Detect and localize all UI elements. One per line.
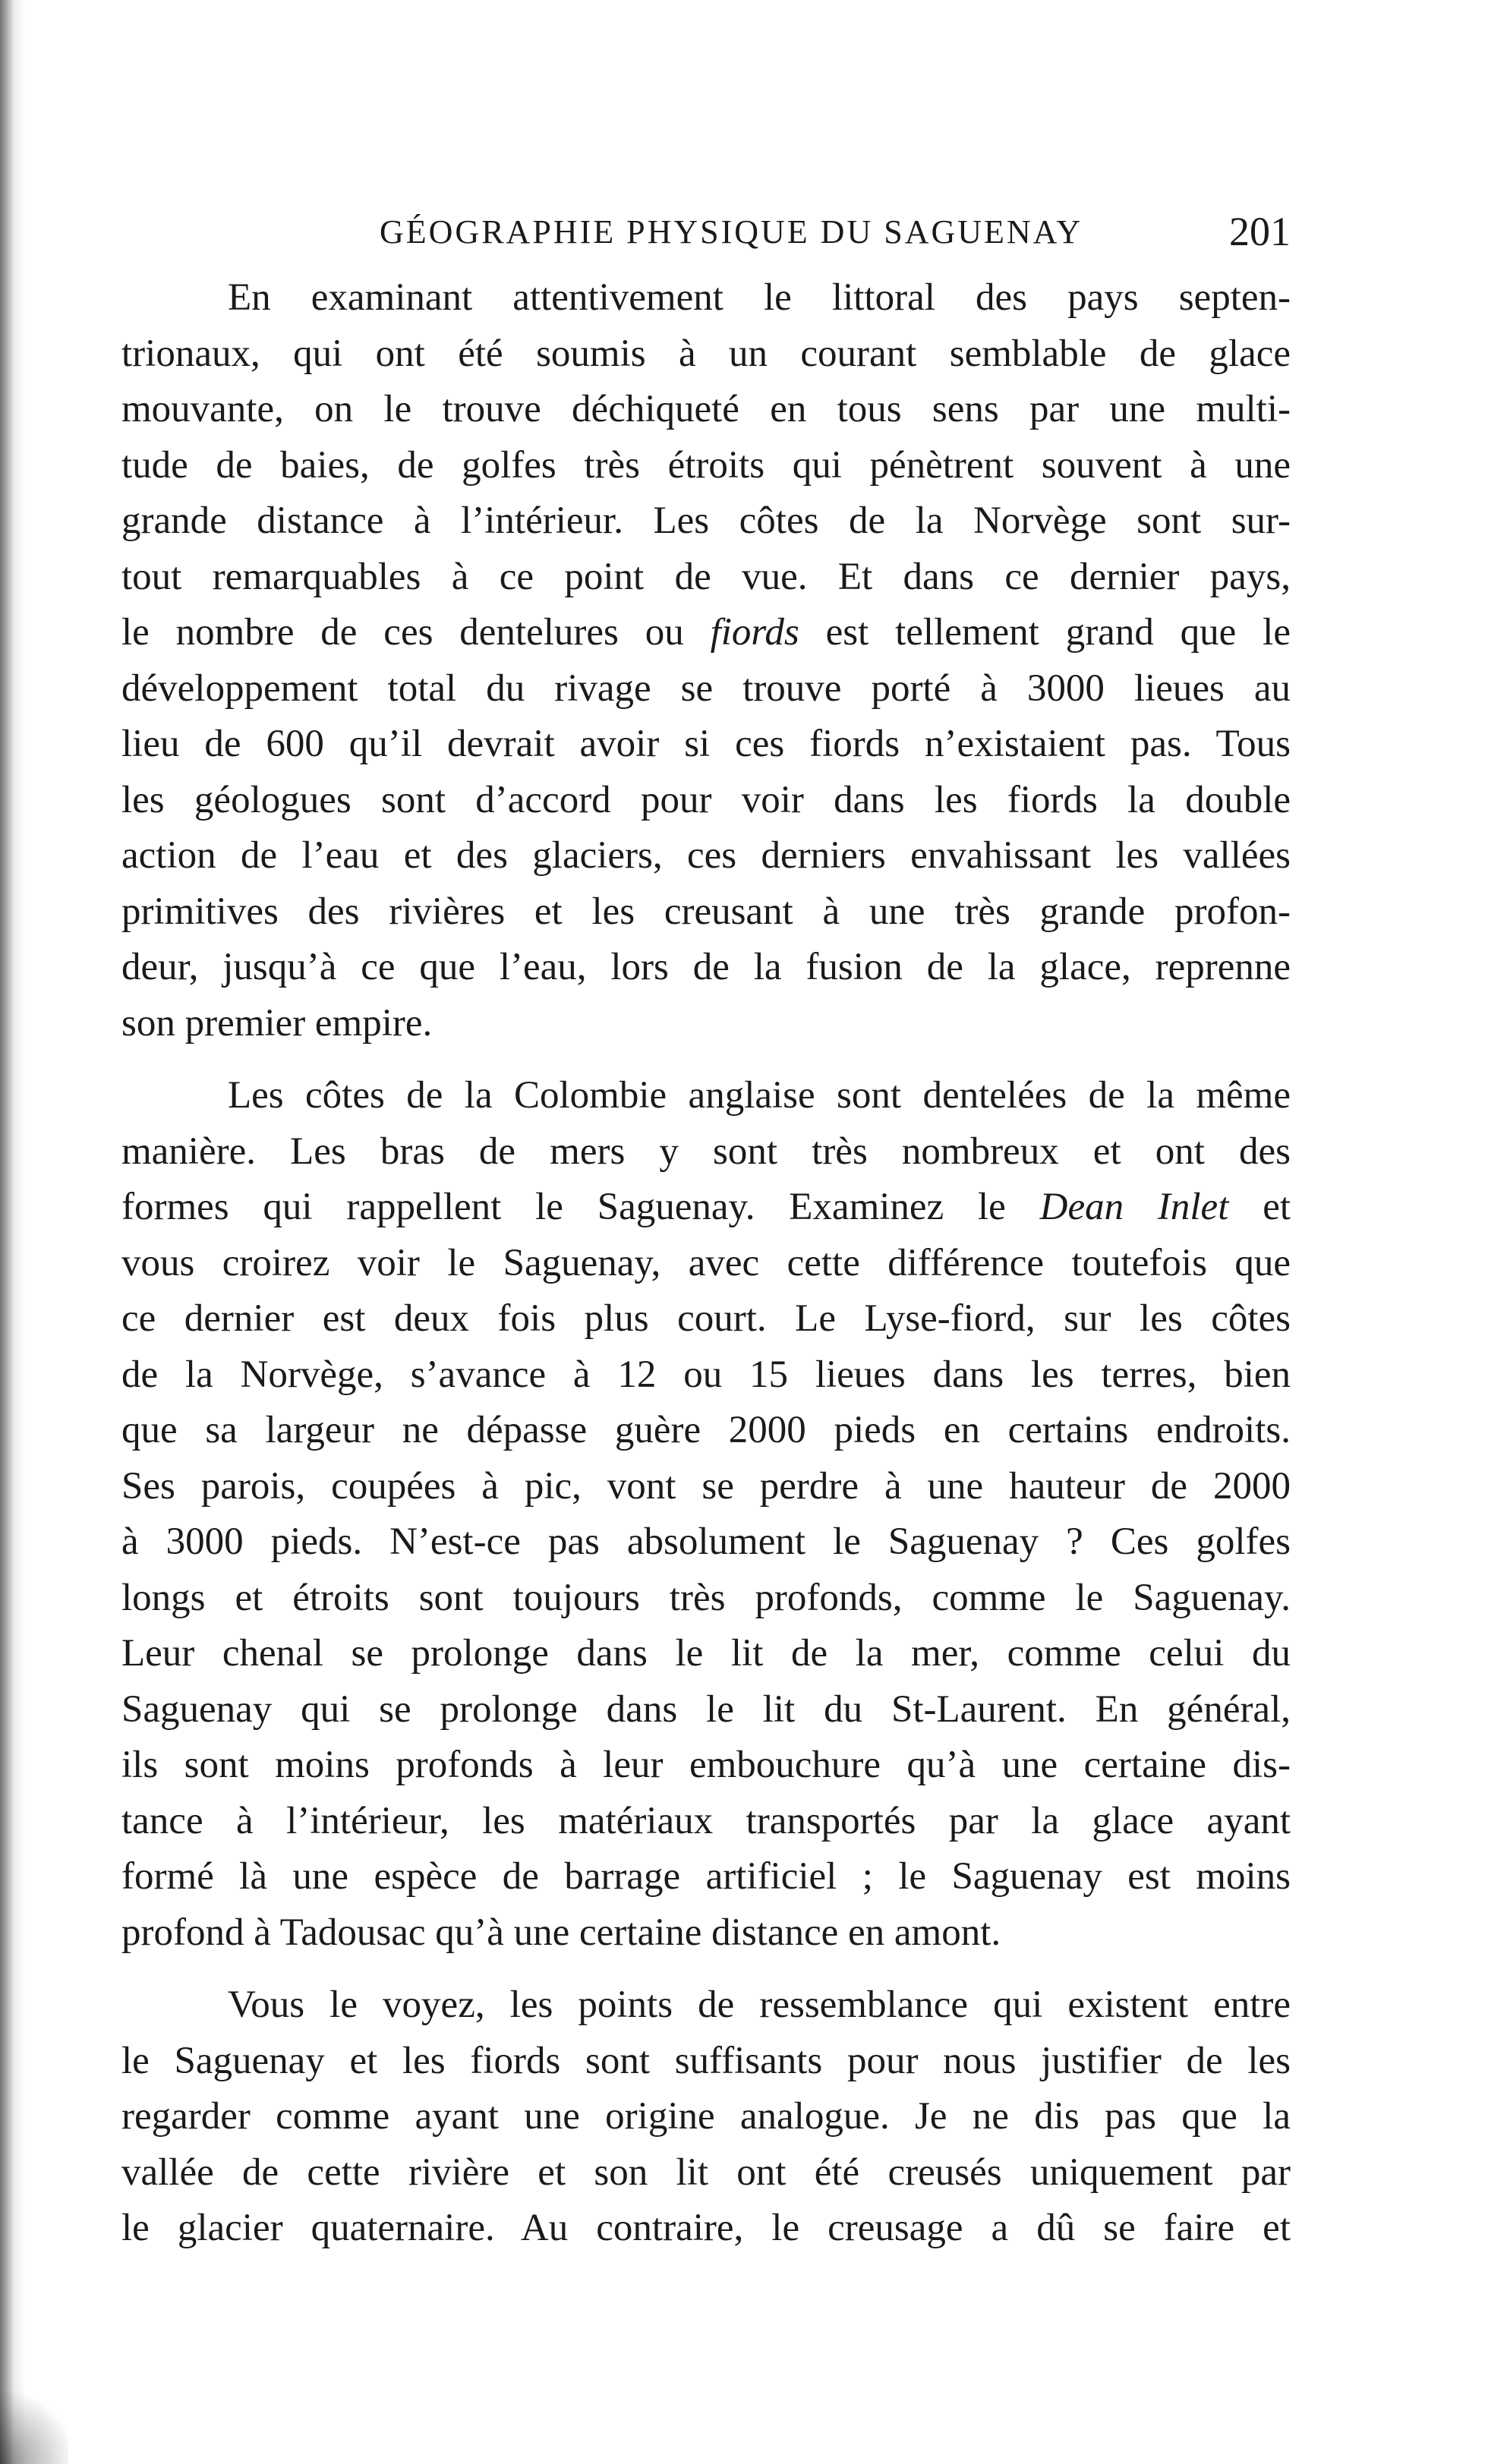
text-line: profond à Tadousac qu’à une certaine distance en amont. xyxy=(121,1911,1001,1954)
text-line: manière. Les bras de mers y sont très nombreux et ont des xyxy=(121,1130,1291,1173)
text-line: trionaux, qui ont été soumis à un courant semblable de glace xyxy=(121,332,1291,375)
text-line: tude de baies, de golfes très étroits qui pénètrent souvent à une xyxy=(121,443,1291,487)
text-line: à 3000 pieds. N’est-ce pas absolument le Saguenay ? Ces golfes xyxy=(121,1520,1291,1563)
running-title: GÉOGRAPHIE PHYSIQUE DU SAGUENAY xyxy=(380,213,1083,250)
text-line: le Saguenay et les fiords sont suffisants pour nous justifier de les xyxy=(121,2039,1291,2082)
paragraph-3 xyxy=(121,1977,1291,2257)
text-line: le glacier quaternaire. Au contraire, le creusage a dû se faire et xyxy=(121,2207,1291,2249)
text-line: En examinant attentivement le littoral des pays septen- xyxy=(228,276,1291,319)
paragraph-2 xyxy=(121,1068,1291,1961)
text-line: action de l’eau et des glaciers, ces derniers envahissant les vallées xyxy=(121,834,1291,877)
running-header xyxy=(121,205,1291,266)
text-line: son premier empire. xyxy=(121,1001,433,1045)
text-line: grande distance à l’intérieur. Les côtes de la Norvège sont sur- xyxy=(121,499,1291,542)
text-line: ils sont moins profonds à leur embouchure qu’à une certaine dis- xyxy=(121,1744,1291,1786)
text-line: tout remarquables à ce point de vue. Et dans ce dernier pays, xyxy=(121,555,1291,598)
page-number: 201 xyxy=(1229,209,1291,254)
scan-corner-shadow xyxy=(0,2381,68,2464)
text-line: primitives des rivières et les creusant à une très grande profon- xyxy=(121,890,1291,933)
text-line: vous croirez voir le Saguenay, avec cette différence toutefois que xyxy=(121,1241,1291,1284)
text-line: le nombre de ces dentelures ou fiords est tellement grand que le xyxy=(121,611,1291,654)
text-line: tance à l’intérieur, les matériaux transportés par la glace ayant xyxy=(121,1799,1291,1842)
scan-edge-shadow xyxy=(0,0,26,2464)
text-line: Ses parois, coupées à pic, vont se perdre à une hauteur de 2000 xyxy=(121,1464,1291,1508)
text-line: formé là une espèce de barrage artificiel ; le Saguenay est moins xyxy=(121,1855,1291,1898)
text-line: regarder comme ayant une origine analogue. Je ne dis pas que la xyxy=(121,2095,1291,2138)
text-line: deur, jusqu’à ce que l’eau, lors de la fusion de la glace, reprenne xyxy=(121,946,1291,988)
text-line: vallée de cette rivière et son lit ont été creusés uniquement par xyxy=(121,2150,1291,2194)
text-line: Vous le voyez, les points de ressemblance qui existent entre xyxy=(228,1983,1291,2026)
text-line: les géologues sont d’accord pour voir dans les fiords la double xyxy=(121,778,1291,821)
text-line: développement total du rivage se trouve porté à 3000 lieues au xyxy=(121,666,1291,710)
text-line: Saguenay qui se prolonge dans le lit du St-Laurent. En général, xyxy=(121,1687,1291,1731)
text-line: lieu de 600 qu’il devrait avoir si ces fiords n’existaient pas. Tous xyxy=(121,723,1291,765)
text-line: formes qui rappellent le Saguenay. Examinez le Dean Inlet et xyxy=(121,1186,1291,1228)
text-line: mouvante, on le trouve déchiqueté en tous sens par une multi- xyxy=(121,388,1291,430)
text-line: Leur chenal se prolonge dans le lit de la mer, comme celui du xyxy=(121,1632,1291,1675)
book-page xyxy=(121,205,1291,2273)
text-line: de la Norvège, s’avance à 12 ou 15 lieues dans les terres, bien xyxy=(121,1353,1291,1396)
paragraph-1 xyxy=(121,270,1291,1051)
text-line: ce dernier est deux fois plus court. Le Lyse-fiord, sur les côtes xyxy=(121,1297,1291,1340)
text-line: longs et étroits sont toujours très profonds, comme le Saguenay. xyxy=(121,1576,1291,1619)
text-line: Les côtes de la Colombie anglaise sont dentelées de la même xyxy=(228,1074,1291,1117)
text-line: que sa largeur ne dépasse guère 2000 pieds en certains endroits. xyxy=(121,1409,1291,1451)
